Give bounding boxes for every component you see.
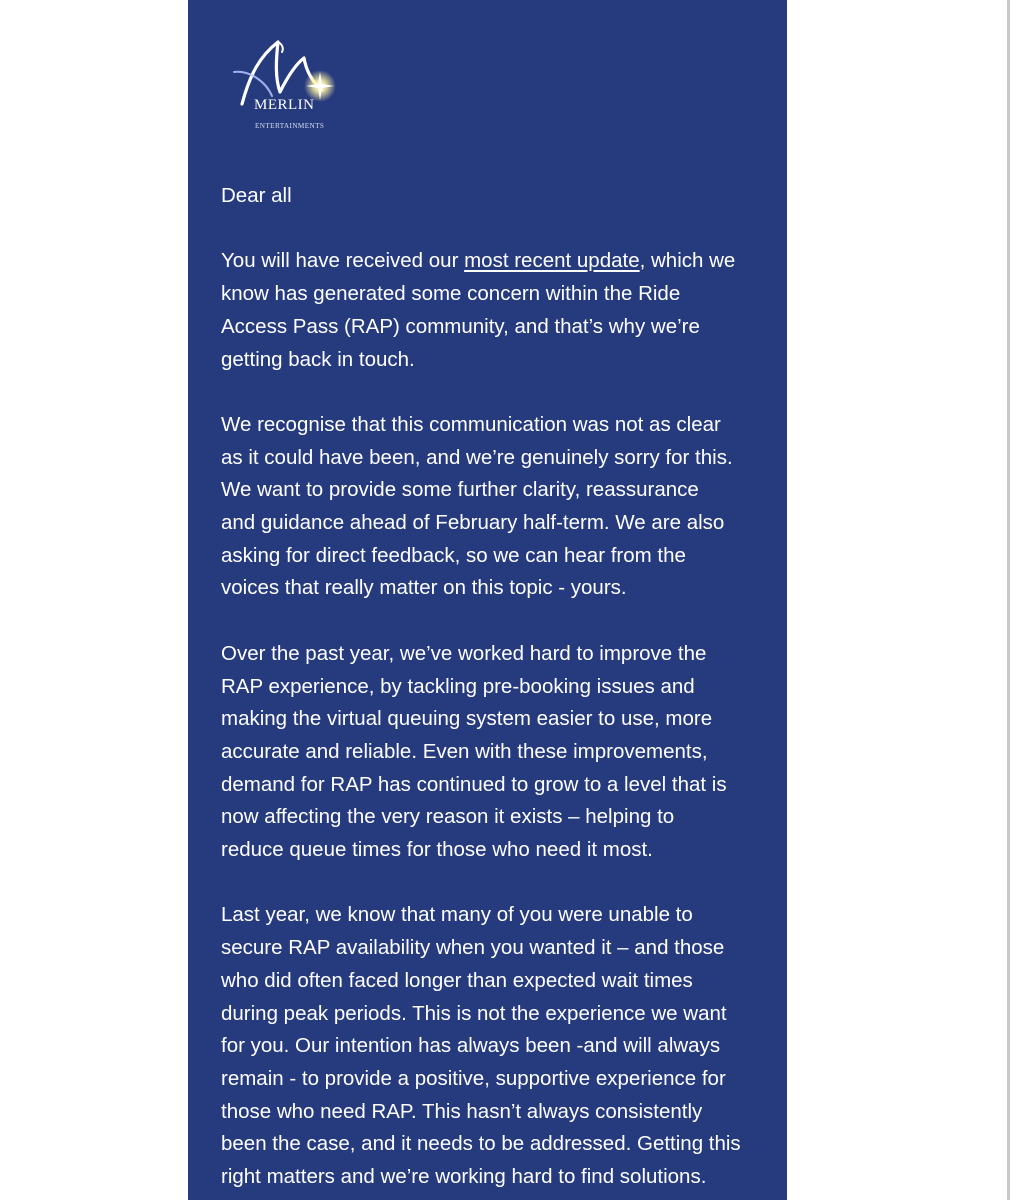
paragraph-3-line: now affecting the very reason it exists – helping to bbox=[221, 805, 675, 829]
paragraph-4-line: remain - to provide a positive, supportive experience for bbox=[221, 1066, 726, 1090]
paragraph-4 bbox=[221, 899, 766, 1193]
paragraph-3-line: RAP experience, by tackling pre-booking issues and bbox=[221, 674, 695, 698]
paragraph-4-line: who did often faced longer than expected wait times bbox=[221, 968, 693, 992]
paragraph-3-line: reduce queue times for those who need it most. bbox=[221, 838, 653, 862]
paragraph-2-line: as it could have been, and we’re genuinely sorry for this. bbox=[221, 445, 733, 469]
paragraph-2-line: We recognise that this communication was not as clear bbox=[221, 412, 721, 436]
paragraph-2-line: and guidance ahead of February half-term. We are also bbox=[221, 511, 725, 534]
paragraph-3-line: accurate and reliable. Even with these improvements, bbox=[221, 739, 708, 763]
paragraph-3-line: demand for RAP has continued to grow to a level that is bbox=[221, 772, 727, 796]
paragraph-1-line-1-rest: , which we bbox=[639, 249, 736, 273]
paragraph-1 bbox=[221, 245, 766, 376]
email-message bbox=[221, 180, 766, 1200]
paragraph-4-line: those who need RAP. This hasn’t always consistently bbox=[221, 1099, 703, 1123]
paragraph-3-line: making the virtual queuing system easier to use, more bbox=[221, 707, 713, 731]
merlin-star-logo-icon bbox=[220, 34, 350, 134]
paragraph-4-line: been the case, and it needs to be addressed. Getting this bbox=[221, 1132, 741, 1156]
paragraph-2 bbox=[221, 409, 766, 605]
logo-wordmark: MERLIN bbox=[254, 97, 315, 113]
paragraph-4-line: Last year, we know that many of you were unable to bbox=[221, 903, 693, 927]
paragraph-4-line: for you. Our intention has always been -and will always bbox=[221, 1034, 721, 1058]
paragraph-1-intro: You will have received our bbox=[221, 249, 465, 273]
scroll-edge-divider bbox=[1007, 0, 1010, 1200]
paragraph-1-line: getting back in touch. bbox=[221, 347, 415, 371]
merlin-logo bbox=[220, 34, 350, 134]
paragraph-4-line: right matters and we’re working hard to find solutions. bbox=[221, 1165, 707, 1189]
paragraph-4-line: secure RAP availability when you wanted it – and those bbox=[221, 936, 725, 960]
paragraph-2-line: asking for direct feedback, so we can hear from the bbox=[221, 543, 686, 567]
paragraph-3 bbox=[221, 638, 766, 867]
paragraph-2-line: We want to provide some further clarity, reassurance bbox=[221, 478, 699, 502]
paragraph-1-line: know has generated some concern within the Ride bbox=[221, 282, 681, 306]
paragraph-2-line: voices that really matter on this topic - yours. bbox=[221, 576, 627, 600]
logo-subtitle: ENTERTAINMENTS bbox=[255, 122, 325, 130]
paragraph-1-line-1 bbox=[221, 245, 766, 278]
greeting: Dear all bbox=[221, 184, 292, 207]
paragraph-4-line: during peak periods. This is not the experience we want bbox=[221, 1001, 727, 1025]
most-recent-update-link[interactable]: most recent update bbox=[464, 249, 640, 273]
paragraph-1-line: Access Pass (RAP) community, and that’s why we’re bbox=[221, 314, 700, 338]
paragraph-3-line: Over the past year, we’ve worked hard to improve the bbox=[221, 641, 707, 665]
